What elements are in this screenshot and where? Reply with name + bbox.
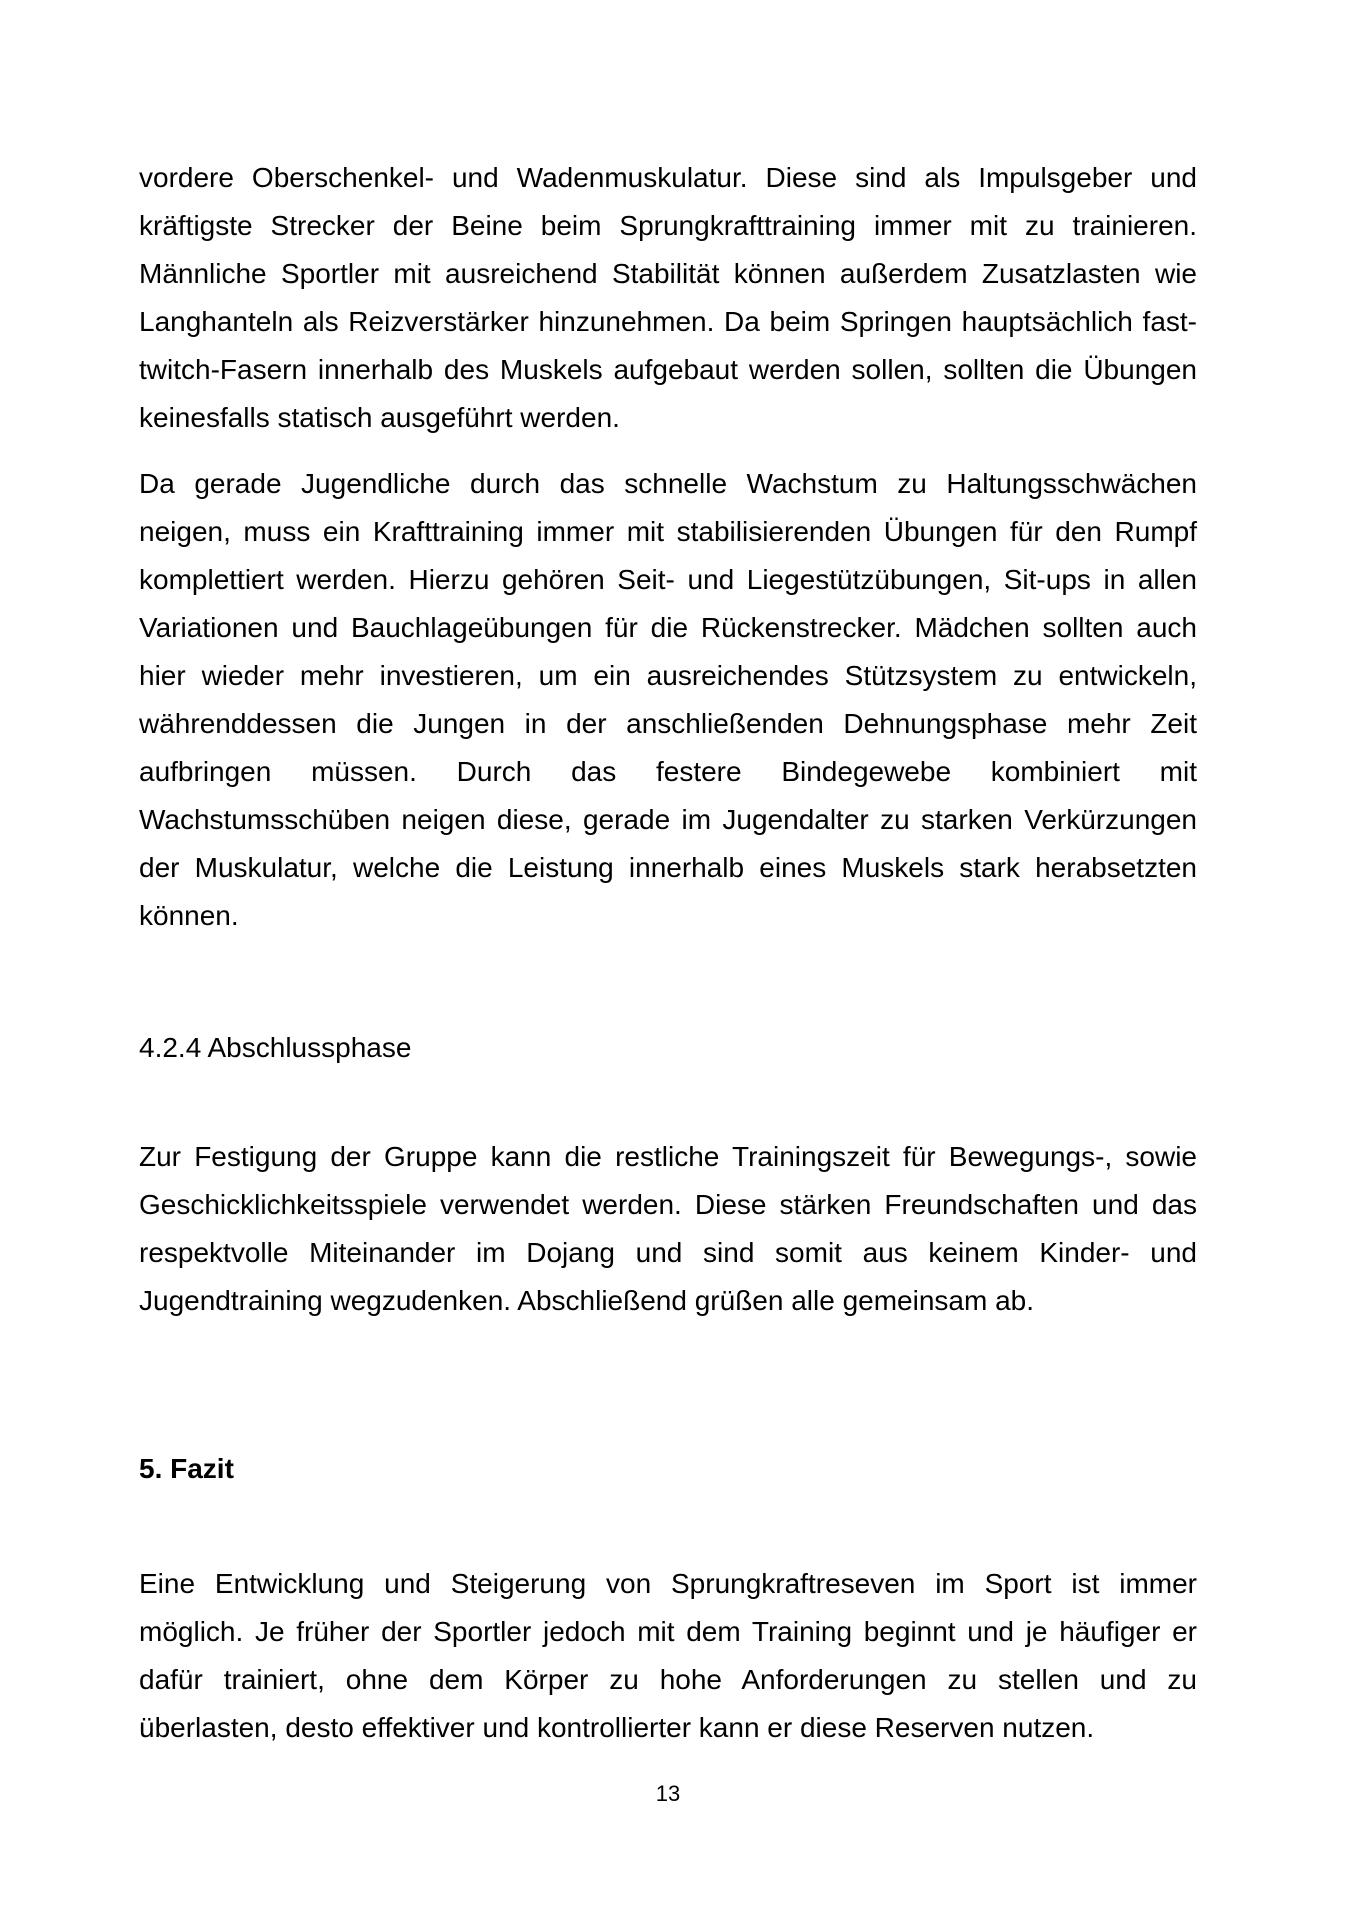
paragraph-fazit <box>139 1560 1197 1752</box>
page-number: 13 <box>655 1781 681 1806</box>
text-line: Da gerade Jugendliche durch das schnelle Wachstum zu Haltungsschwächen <box>139 468 1197 499</box>
text-line: der Muskulatur, welche die Leistung innerhalb eines Muskels stark herabsetzten <box>139 852 1197 883</box>
paragraph-festigung <box>139 1133 1197 1325</box>
text-line: Variationen und Bauchlageübungen für die Rückenstrecker. Mädchen sollten auch <box>139 612 1197 643</box>
text-line: Eine Entwicklung und Steigerung von Sprungkraftreseven im Sport ist immer <box>139 1568 1197 1599</box>
text-line: twitch-Fasern innerhalb des Muskels aufgebaut werden sollen, sollten die Übungen <box>139 354 1197 385</box>
text-line: kräftigste Strecker der Beine beim Sprungkrafttraining immer mit zu trainieren. <box>139 210 1197 241</box>
text-line: Jugendtraining wegzudenken. Abschließend grüßen alle gemeinsam ab. <box>139 1285 1035 1316</box>
text-line: Männliche Sportler mit ausreichend Stabilität können außerdem Zusatzlasten wie <box>139 258 1197 289</box>
paragraph-oberschenkel <box>139 154 1197 442</box>
text-line: komplettiert werden. Hierzu gehören Seit- und Liegestützübungen, Sit-ups in allen <box>139 564 1197 595</box>
text-line: möglich. Je früher der Sportler jedoch mit dem Training beginnt und je häufiger er <box>139 1616 1197 1647</box>
text-line: neigen, muss ein Krafttraining immer mit stabilisierenden Übungen für den Rumpf <box>139 516 1197 547</box>
text-block <box>139 0 1197 1818</box>
heading-abschlussphase: 4.2.4 Abschlussphase <box>139 1032 412 1063</box>
text-line: aufbringen müssen. Durch das festere Bindegewebe kombiniert mit <box>139 756 1197 787</box>
heading-fazit: 5. Fazit <box>139 1453 234 1484</box>
text-line: Langhanteln als Reizverstärker hinzunehmen. Da beim Springen hauptsächlich fast- <box>139 306 1197 337</box>
text-line: keinesfalls statisch ausgeführt werden. <box>139 402 620 433</box>
text-line: dafür trainiert, ohne dem Körper zu hohe Anforderungen zu stellen und zu <box>139 1664 1197 1695</box>
paragraph-jugendliche <box>139 460 1197 940</box>
text-line: hier wieder mehr investieren, um ein ausreichendes Stützsystem zu entwickeln, <box>139 660 1197 691</box>
text-line: Geschicklichkeitsspiele verwendet werden. Diese stärken Freundschaften und das <box>139 1189 1197 1220</box>
text-line: Zur Festigung der Gruppe kann die restliche Trainingszeit für Bewegungs-, sowie <box>139 1141 1197 1172</box>
text-line: können. <box>139 900 239 931</box>
text-line: respektvolle Miteinander im Dojang und sind somit aus keinem Kinder- und <box>139 1237 1197 1268</box>
text-line: Wachstumsschüben neigen diese, gerade im Jugendalter zu starken Verkürzungen <box>139 804 1197 835</box>
text-line: währenddessen die Jungen in der anschließenden Dehnungsphase mehr Zeit <box>139 708 1197 739</box>
text-line: überlasten, desto effektiver und kontrollierter kann er diese Reserven nutzen. <box>139 1712 1095 1743</box>
text-line: vordere Oberschenkel- und Wadenmuskulatur. Diese sind als Impulsgeber und <box>139 162 1197 193</box>
